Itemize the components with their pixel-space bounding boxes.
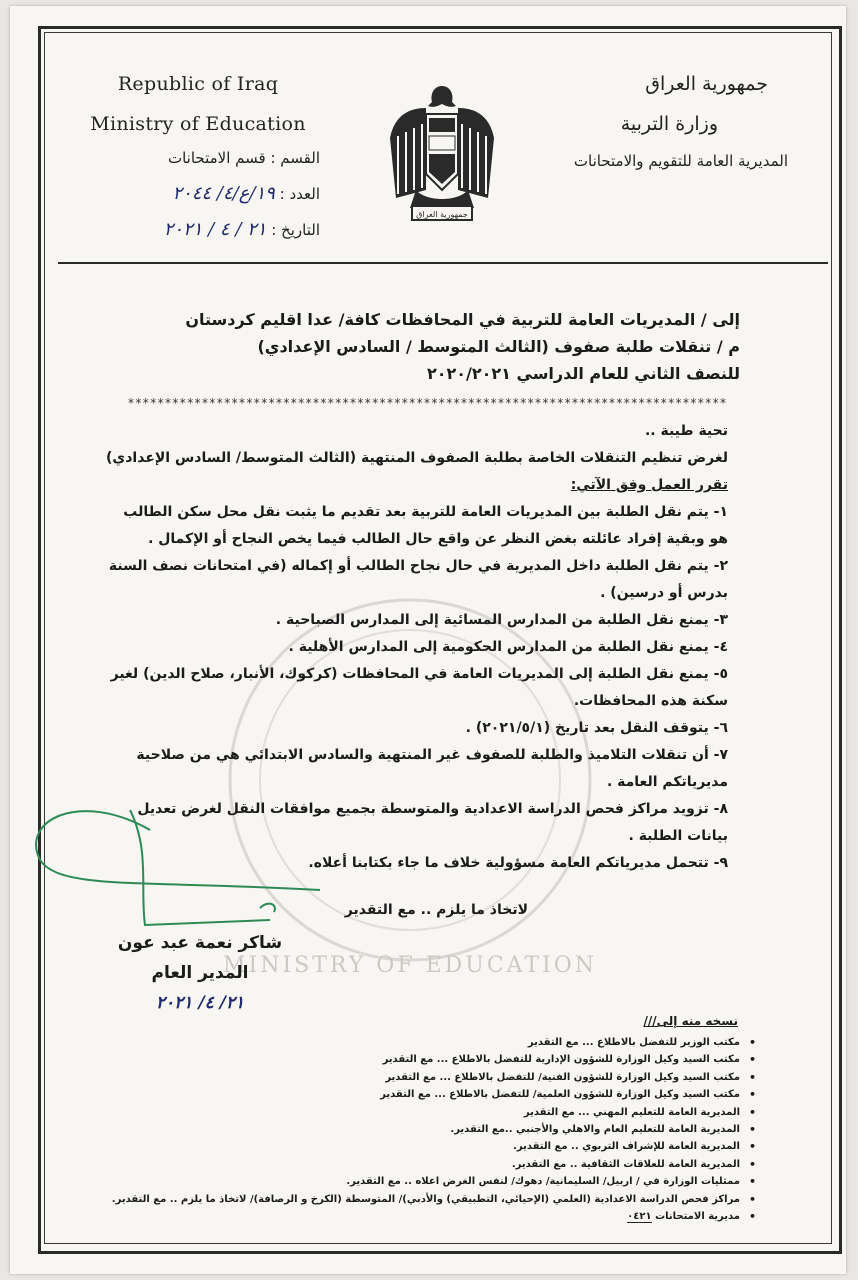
list-item: • مكتب السيد وكيل الوزارة للشؤون الفنية/ للتفضل بالاطلاع ... مع التقدير — [130, 1069, 740, 1086]
list-item: • المديرية العامة للإشراف التربوي .. مع التقدير. — [130, 1138, 740, 1155]
ar-directorate-text: المديرية العامة للتقويم والامتحانات — [573, 152, 788, 170]
decided-line: تقرر العمل وفق الآتي: — [570, 477, 728, 493]
copies-last-prefix: مديرية الامتحانات — [655, 1211, 740, 1223]
date-label: التاريخ : — [271, 221, 320, 239]
arabic-letterhead — [458, 64, 788, 178]
date-row — [70, 212, 320, 248]
list-item: • المديرية العامة للعلاقات الثقافية .. مع التقدير. — [130, 1156, 740, 1173]
number-label: العدد : — [279, 185, 320, 203]
copies-title: نسخه منه إلى/// — [643, 1014, 738, 1028]
list-item — [130, 1208, 740, 1225]
star-separator: ********************************************************************************* — [128, 396, 728, 410]
list-item: ٢- يتم نقل الطلبة داخل المديرية في حال نجاح الطالب أو إكماله (في امتحانات نصف السنة بدرس أو درسين) . — [108, 558, 728, 601]
header-divider — [58, 262, 828, 264]
list-item: ٥- يمنع نقل الطلبة إلى المديريات العامة في المحافظات (كركوك، الأنبار، صلاح الدين) لغير سكنة هذه المحافظات. — [110, 666, 728, 709]
list-item: • ممثليات الوزارة في / اربيل/ السليمانية/ دهوك/ لنفس الغرض اعلاه .. مع التقدير. — [130, 1173, 740, 1190]
english-letterhead — [68, 64, 328, 144]
iraq-eagle-emblem — [386, 78, 498, 228]
closing-line: لاتخاذ ما يلزم .. مع التقدير — [344, 902, 528, 918]
list-item: • مكتب الوزير للتفضل بالاطلاع ... مع التقدير — [130, 1034, 740, 1051]
list-item: ٦- يتوقف النقل بعد تاريخ (٢٠٢١/٥/١) . — [465, 720, 728, 736]
list-item: • المديرية العامة للتعليم المهني ... مع التقدير — [130, 1104, 740, 1121]
copies-last-number: ٠٤٢١ — [627, 1211, 652, 1223]
list-item: ٩- تتحمل مديرياتكم العامة مسؤولية خلاف ما جاء بكتابنا أعلاه. — [308, 855, 728, 871]
ar-republic-text: جمهورية العراق — [645, 73, 768, 95]
emblem-caption: جمهورية العراق — [416, 210, 468, 219]
greeting: تحية طيبة .. — [644, 423, 728, 439]
ar-ministry-text: وزارة التربية — [620, 113, 718, 135]
subject-line: م / تنقلات طلبة صفوف (الثالث المتوسط / السادس الإعدادي) — [257, 337, 740, 356]
addressee-line: إلى / المديريات العامة للتربية في المحافظات كافة/ عدا اقليم كردستان — [185, 310, 740, 329]
list-item: • مكتب السيد وكيل الوزارة للشؤون العلمية/ للتفضل بالاطلاع ... مع التقدير — [130, 1086, 740, 1103]
copies-list — [111, 1034, 756, 1225]
list-item: ٤- يمنع نقل الطلبة من المدارس الحكومية إلى المدارس الأهلية . — [288, 639, 728, 655]
term-line: للنصف الثاني للعام الدراسي ٢٠٢٠/٢٠٢١ — [426, 364, 740, 383]
en-ministry-text: Ministry of Education — [90, 113, 306, 135]
section-value: قسم الامتحانات — [167, 149, 266, 167]
en-republic-text: Republic of Iraq — [117, 73, 279, 95]
section-row — [70, 140, 320, 176]
reference-block — [70, 140, 320, 248]
list-item: ٨- تزويد مراكز فحص الدراسة الاعدادية والمتوسطة بجميع موافقات النقل لغرض تعديل بيانات الطلبة . — [137, 801, 728, 844]
list-item: • مراكز فحص الدراسة الاعدادية (العلمي (الإحيائي، التطبيقي) والأدبي)/ المتوسطة (الكرخ و الرصافة)/ لاتخاذ ما يلزم .. مع التقدير. — [130, 1191, 740, 1208]
number-row — [70, 176, 320, 212]
list-item: ٧- أن تنقلات التلاميذ والطلبة للصفوف غير المنتهية والسادس الابتدائي هي من صلاحية مديرياتكم العامة . — [136, 747, 728, 790]
purpose-line: لغرض تنظيم التنقلات الخاصة بطلبة الصفوف المنتهية (الثالث المتوسط/ السادس الإعدادي) — [106, 450, 728, 466]
list-item: ١- يتم نقل الطلبة بين المديريات العامة للتربية بعد تقديم ما يثبت نقل محل سكن الطالب هو وبقية إفراد عائلته بغض النظر عن واقع حال الطالب فيما يخص النجاح أو الإكمال . — [123, 504, 728, 547]
stamp-text: MINISTRY OF EDUCATION — [222, 953, 598, 978]
signature-date: ٢١/ ٤/ ٢٠٢١ — [155, 993, 245, 1013]
number-value: ١٩/ع/٤/ ٢٠٤٤ — [172, 183, 275, 204]
signature-block — [110, 928, 290, 1018]
list-item: • مكتب السيد وكيل الوزارة للشؤون الإدارية للتفضل بالاطلاع ... مع التقدير — [130, 1051, 740, 1068]
letter-body — [104, 418, 728, 877]
signer-title: المدير العام — [151, 963, 249, 983]
date-value: ٢١ / ٤ / ٢٠٢١ — [163, 219, 267, 240]
section-label: القسم : — [270, 149, 320, 167]
list-item: • المديرية العامة للتعليم العام والاهلي والأجنبي ..مع التقدير. — [130, 1121, 740, 1138]
signer-name: شاكر نعمة عبد عون — [117, 933, 283, 953]
subject-block — [120, 306, 740, 387]
list-item: ٣- يمنع نقل الطلبة من المدارس المسائية إلى المدارس الصباحية . — [275, 612, 728, 628]
